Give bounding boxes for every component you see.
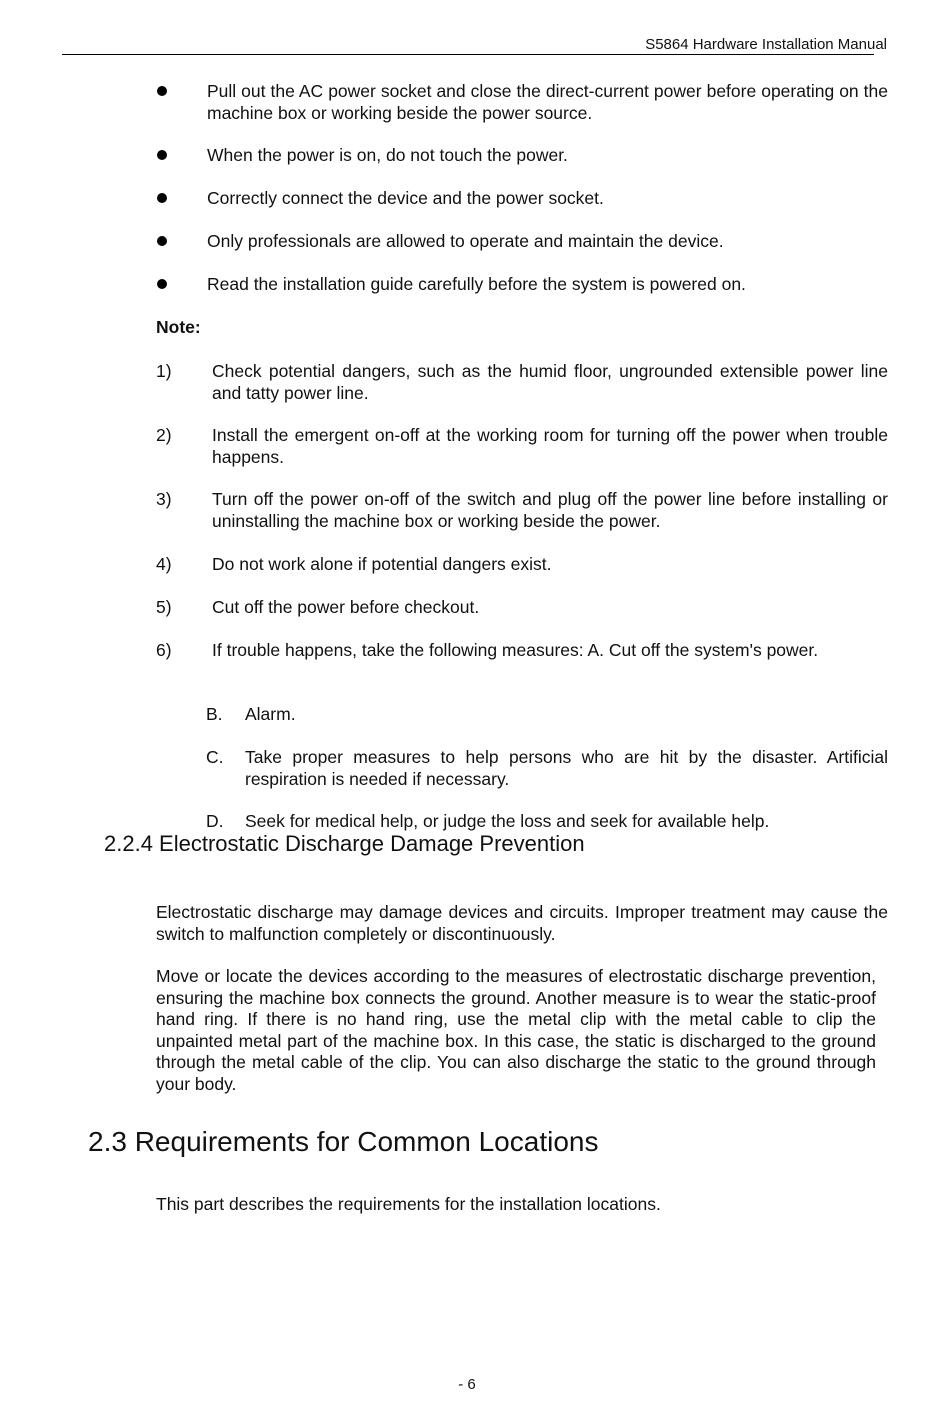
note-item-text: Turn off the power on-off of the switch and plug off the power line before installing or uninstalling the machine box or working beside the power. (212, 489, 888, 531)
subitem-label: B. (206, 704, 223, 724)
bullet-dot (157, 86, 167, 96)
section-heading-2-2-4: 2.2.4 Electrostatic Discharge Damage Prevention (104, 831, 585, 856)
bullet-item: When the power is on, do not touch the power. (207, 145, 568, 165)
running-header: S5864 Hardware Installation Manual (645, 36, 887, 53)
note-item-number: 3) (156, 489, 172, 509)
note-item-number: 4) (156, 554, 172, 574)
bullet-dot (157, 236, 167, 246)
bullet-item: Read the installation guide carefully before the system is powered on. (207, 274, 746, 294)
note-item-number: 1) (156, 361, 172, 381)
paragraph: Electrostatic discharge may damage devices and circuits. Improper treatment may cause the switch to malfunction completely or discontinuously. (156, 902, 888, 944)
note-item-text: If trouble happens, take the following measures: A. Cut off the system's power. (212, 640, 819, 660)
bullet-dot (157, 150, 167, 160)
subitem-text: Alarm. (245, 704, 296, 724)
note-item-text: Check potential dangers, such as the humid floor, ungrounded extensible power line and tatty power line. (212, 361, 888, 403)
note-item-number: 6) (156, 640, 172, 660)
header-rule (62, 54, 874, 55)
bullet-dot (157, 193, 167, 203)
note-item-number: 2) (156, 425, 172, 445)
subitem-label: D. (206, 811, 224, 831)
subitem-label: C. (206, 747, 224, 767)
subitem-text: Take proper measures to help persons who are hit by the disaster. Artificial respiration is needed if necessary. (245, 747, 888, 789)
note-item-text: Install the emergent on-off at the working room for turning off the power when trouble happens. (212, 425, 888, 467)
bullet-item: Pull out the AC power socket and close the direct-current power before operating on the machine box or working beside the power source. (207, 81, 888, 123)
note-item-number: 5) (156, 597, 172, 617)
bullet-item: Correctly connect the device and the power socket. (207, 188, 604, 208)
section-heading-2-3: 2.3 Requirements for Common Locations (88, 1126, 599, 1157)
paragraph: This part describes the requirements for the installation locations. (156, 1194, 661, 1214)
note-item-text: Cut off the power before checkout. (212, 597, 480, 617)
page-number: - 6 (458, 1376, 476, 1393)
note-item-text: Do not work alone if potential dangers exist. (212, 554, 552, 574)
note-label: Note: (156, 317, 201, 337)
subitem-text: Seek for medical help, or judge the loss and seek for available help. (245, 811, 770, 831)
bullet-dot (157, 279, 167, 289)
bullet-item: Only professionals are allowed to operate and maintain the device. (207, 231, 724, 251)
paragraph: Move or locate the devices according to the measures of electrostatic discharge prevention, ensuring the machine box connects the ground. Another measure is to wear the static-proof hand ring. If there is no hand ring, use the metal clip with the metal cable to clip the unpainted metal part of the machine box. In this case, the static is discharged to the ground through the metal cable of the clip. You can also discharge the static to the ground through your body. (156, 966, 876, 1094)
